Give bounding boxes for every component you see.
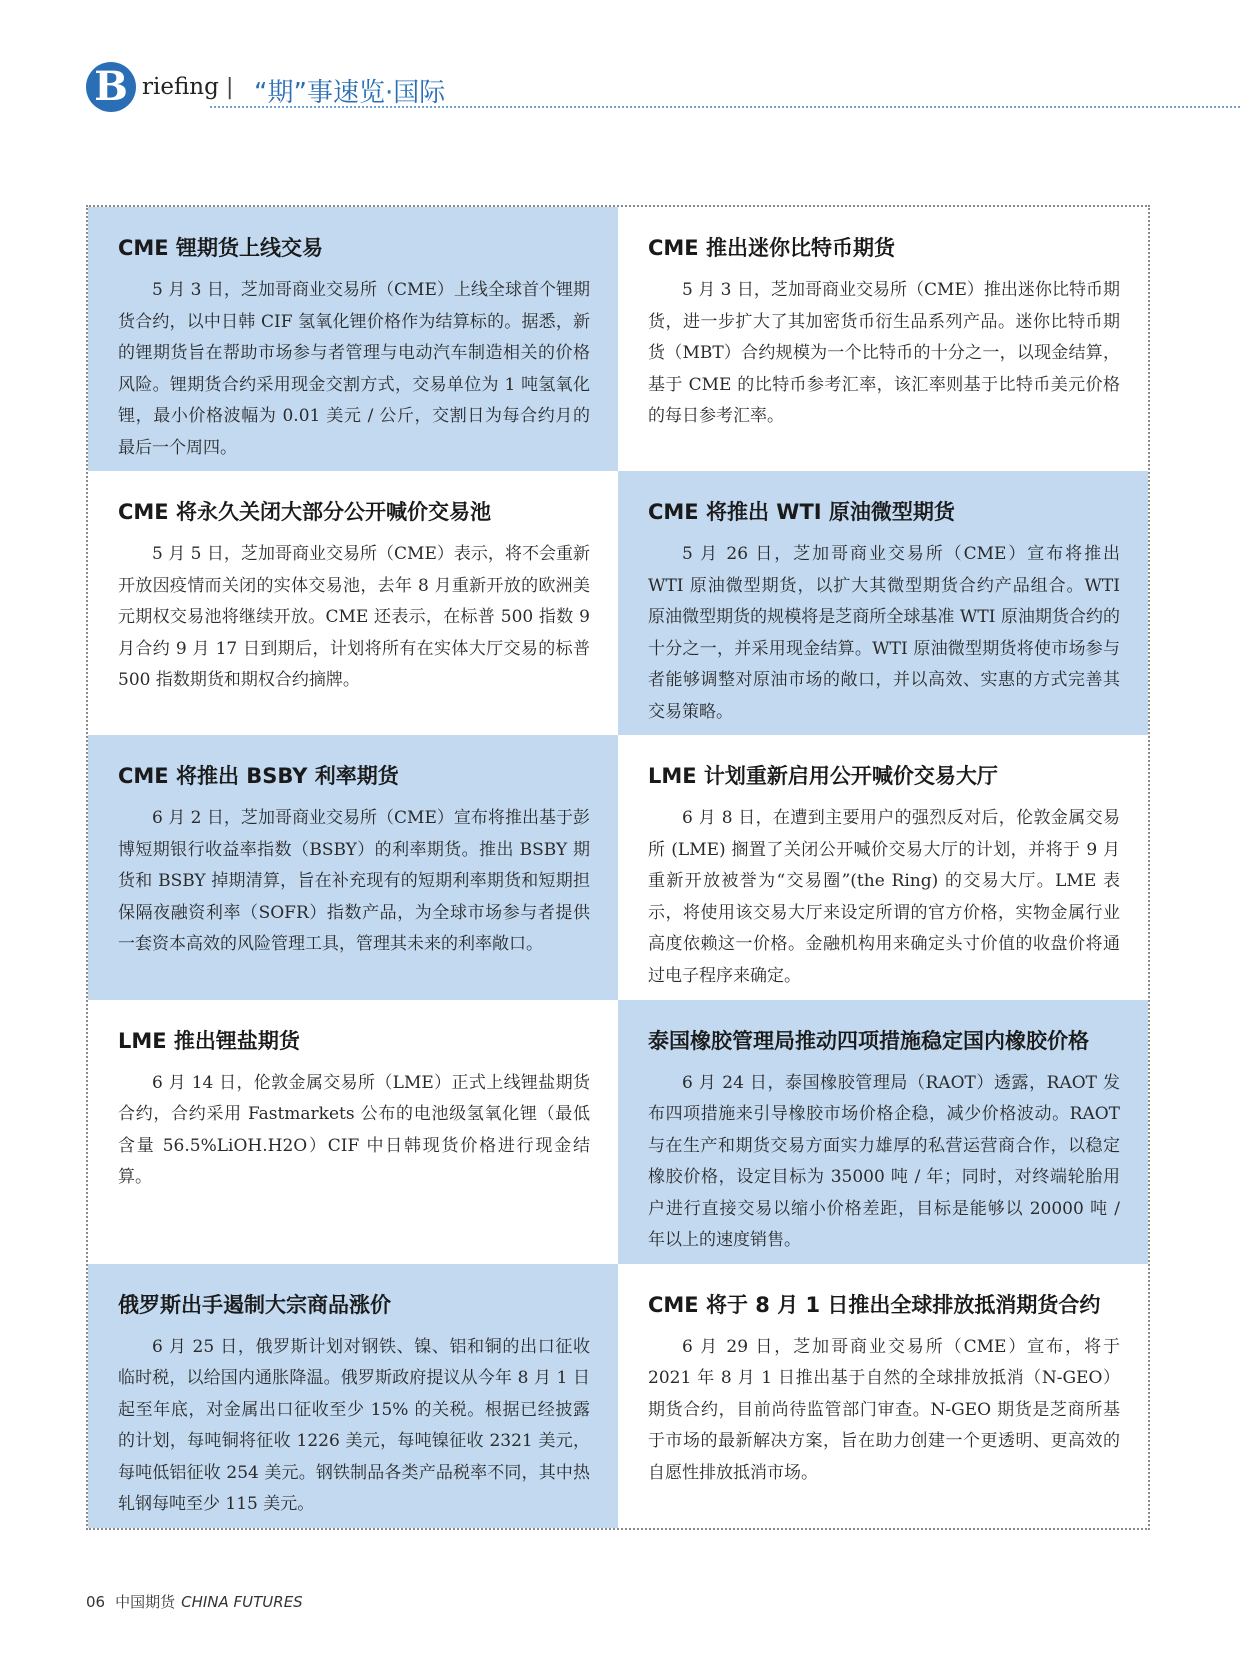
briefing-logo-b: B bbox=[86, 62, 136, 112]
news-title: CME 推出迷你比特币期货 bbox=[648, 236, 895, 260]
news-item bbox=[88, 471, 618, 735]
news-title: CME 将推出 BSBY 利率期货 bbox=[118, 764, 399, 789]
header-separator: | bbox=[226, 75, 234, 100]
news-title: LME 计划重新启用公开喊价交易大厅 bbox=[648, 764, 998, 789]
news-item bbox=[618, 1000, 1148, 1264]
news-title: 俄罗斯出手遏制大宗商品涨价 bbox=[118, 1292, 391, 1317]
news-title: CME 将推出 WTI 原油微型期货 bbox=[648, 500, 955, 525]
news-body: 6 月 24 日，泰国橡胶管理局（RAOT）透露，RAOT 发布四项措施来引导橡胶市场价格企稳，减少价格波动。RAOT 与在生产和期货交易方面实力雄厚的私营运营商合作，以稳定橡胶价格，设定目标为 35000 吨 / 年；同时，对终端轮胎用户进行直接交易以缩小价格差距，目标是能够以 20000 吨 / 年以上的速度销售。 bbox=[648, 1072, 1120, 1251]
section-title: “期”事速览·国际 bbox=[254, 78, 446, 108]
news-title: LME 推出锂盐期货 bbox=[118, 1028, 300, 1053]
news-body: 5 月 3 日，芝加哥商业交易所（CME）推出迷你比特币期货，进一步扩大了其加密货币衍生品系列产品。迷你比特币期货（MBT）合约规模为一个比特币的十分之一，以现金结算，基于 CME 的比特币参考汇率，该汇率则基于比特币美元价格的每日参考汇率。 bbox=[648, 280, 1120, 426]
news-body: 5 月 3 日，芝加哥商业交易所（CME）上线全球首个锂期货合约，以中日韩 CIF 氢氧化锂价格作为结算标的。据悉，新的锂期货旨在帮助市场参与者管理与电动汽车制造相关的价格风险。锂期货合约采用现金交割方式，交易单位为 1 吨氢氧化锂，最小价格波幅为 0.01 美元 / 公斤，交割日为每合约月的最后一个周四。 bbox=[118, 280, 590, 458]
news-grid bbox=[86, 205, 1150, 1530]
news-item bbox=[618, 1264, 1148, 1528]
news-item bbox=[88, 1000, 618, 1264]
news-body: 6 月 25 日，俄罗斯计划对钢铁、镍、铝和铜的出口征收临时税，以给国内通胀降温。俄罗斯政府提议从今年 8 月 1 日起至年底，对金属出口征收至少 15% 的关税。根据已经披露的计划，每吨铜将征收 1226 美元，每吨镍征收 2321 美元，每吨低铝征收 254 美元。钢铁制品各类产品税率不同，其中热轧钢每吨至少 115 美元。 bbox=[118, 1336, 590, 1515]
news-item bbox=[88, 1264, 618, 1528]
news-item bbox=[618, 735, 1148, 999]
magazine-name-cn: 中国期货 bbox=[115, 1593, 176, 1611]
news-body: 5 月 26 日，芝加哥商业交易所（CME）宣布将推出 WTI 原油微型期货，以扩大其微型期货合约产品组合。WTI 原油微型期货的规模将是芝商所全球基准 WTI 原油期货合约的十分之一，并采用现金结算。WTI 原油微型期货将使市场参与者能够调整对原油市场的敞口，并以高效、实惠的方式完善其交易策略。 bbox=[648, 544, 1120, 722]
news-item bbox=[618, 471, 1148, 735]
news-title: CME 将于 8 月 1 日推出全球排放抵消期货合约 bbox=[648, 1292, 1101, 1317]
news-body: 6 月 2 日，芝加哥商业交易所（CME）宣布将推出基于彭博短期银行收益率指数（BSBY）的利率期货。推出 BSBY 期货和 BSBY 掉期清算，旨在补充现有的短期利率期货和短期担保隔夜融资利率（SOFR）指数产品，为全球市场参与者提供一套资本高效的风险管理工具，管理其未来的利率敞口。 bbox=[118, 808, 590, 955]
page-number: 06 bbox=[86, 1593, 106, 1611]
magazine-name-en: CHINA FUTURES bbox=[181, 1593, 303, 1611]
news-item bbox=[88, 207, 618, 471]
news-item bbox=[88, 735, 618, 999]
news-body: 6 月 8 日，在遭到主要用户的强烈反对后，伦敦金属交易所 (LME) 搁置了关闭公开喊价交易大厅的计划，并将于 9 月重新开放被誉为“交易圈”(the Ring) 的交易大厅。LME 表示，将使用该交易大厅来设定所谓的官方价格，实物金属行业高度依赖这一价格。金融机构用来确定头寸价值的收盘价将通过电子程序来确定。 bbox=[648, 808, 1120, 986]
news-title: CME 将永久关闭大部分公开喊价交易池 bbox=[118, 500, 491, 525]
page-header bbox=[86, 62, 1240, 118]
briefing-logo-text: riefing bbox=[142, 74, 219, 100]
news-body: 6 月 14 日，伦敦金属交易所（LME）正式上线锂盐期货合约，合约采用 Fastmarkets 公布的电池级氢氧化锂（最低含量 56.5%LiOH.H2O）CIF 中日韩现货价格进行现金结算。 bbox=[118, 1072, 590, 1188]
news-body: 5 月 5 日，芝加哥商业交易所（CME）表示，将不会重新开放因疫情而关闭的实体交易池，去年 8 月重新开放的欧洲美元期权交易池将继续开放。CME 还表示，在标普 500 指数 9 月合约 9 月 17 日到期后，计划将所有在实体大厅交易的标普 500 指数期货和期权合约摘牌。 bbox=[118, 544, 590, 691]
news-body: 6 月 29 日，芝加哥商业交易所（CME）宣布，将于 2021 年 8 月 1 日推出基于自然的全球排放抵消（N-GEO）期货合约，目前尚待监管部门审查。N-GEO 期货是芝商所基于市场的最新解决方案，旨在助力创建一个更透明、更高效的自愿性排放抵消市场。 bbox=[648, 1336, 1120, 1483]
header-dotted-rule bbox=[210, 106, 1240, 108]
news-title: CME 锂期货上线交易 bbox=[118, 236, 323, 260]
news-title: 泰国橡胶管理局推动四项措施稳定国内橡胶价格 bbox=[648, 1028, 1089, 1053]
page-footer bbox=[86, 1591, 303, 1612]
news-item bbox=[618, 207, 1148, 471]
